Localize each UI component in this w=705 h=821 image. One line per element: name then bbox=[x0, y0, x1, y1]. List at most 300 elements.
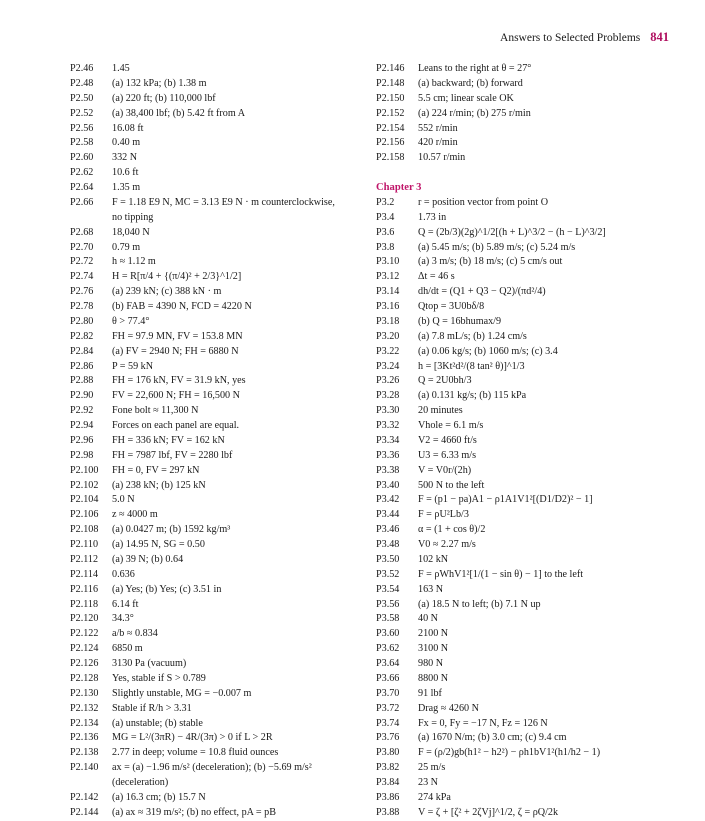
problem-number: P2.106 bbox=[70, 509, 99, 521]
answer-text: dh/dt = (Q1 + Q3 − Q2)/(πd²/4) bbox=[418, 286, 546, 298]
answer-entry bbox=[376, 657, 676, 672]
problem-number: P2.78 bbox=[70, 301, 94, 312]
answer-text: (a) 38,400 lbf; (b) 5.42 ft from A bbox=[112, 107, 246, 119]
answer-text: (a) 132 kPa; (b) 1.38 m bbox=[112, 77, 207, 89]
answer-entry bbox=[376, 806, 676, 821]
problem-number: P2.90 bbox=[70, 390, 94, 402]
answer-text: (a) unstable; (b) stable bbox=[112, 717, 203, 729]
answers-list-chapter-3 bbox=[376, 196, 676, 821]
answer-text: 0.636 bbox=[112, 568, 135, 580]
answer-entry bbox=[376, 627, 676, 642]
answer-text: (a) 5.45 m/s; (b) 5.89 m/s; (c) 5.24 m/s bbox=[418, 241, 576, 253]
problem-number: P3.80 bbox=[376, 747, 400, 759]
answer-text: (a) ax ≈ 319 m/s²; (b) no effect, pA = pB bbox=[112, 806, 276, 818]
answer-entry bbox=[70, 300, 360, 315]
answer-entry bbox=[376, 122, 676, 137]
problem-number: P2.66 bbox=[70, 196, 94, 208]
answer-entry bbox=[376, 464, 676, 479]
answer-text: FV = 22,600 N; FH = 16,500 N bbox=[112, 390, 240, 402]
answer-text: (a) 238 kN; (b) 125 kN bbox=[112, 479, 206, 491]
answer-text: 2100 N bbox=[418, 628, 449, 640]
answer-text: 20 minutes bbox=[418, 405, 463, 417]
problem-number: P2.94 bbox=[70, 420, 94, 431]
problem-number: P2.124 bbox=[70, 643, 99, 655]
answer-text: (a) 0.131 kg/s; (b) 115 kPa bbox=[418, 390, 527, 402]
answer-entry bbox=[376, 672, 676, 687]
answer-entry bbox=[70, 404, 360, 419]
answer-text: (a) 0.06 kg/s; (b) 1060 m/s; (c) 3.4 bbox=[418, 345, 558, 357]
problem-number: P2.140 bbox=[70, 762, 99, 774]
problem-number: P2.148 bbox=[376, 77, 405, 89]
answer-text: Drag ≈ 4260 N bbox=[418, 702, 479, 714]
answer-text: Yes, stable if S > 0.789 bbox=[112, 672, 206, 684]
answer-text: (a) 7.8 mL/s; (b) 1.24 cm/s bbox=[418, 330, 527, 342]
answer-entry bbox=[70, 419, 360, 434]
answer-entry bbox=[70, 702, 360, 717]
answer-text: Leans to the right at θ = 27° bbox=[418, 63, 532, 74]
answer-text: Δt = 46 s bbox=[418, 271, 455, 283]
answer-entry bbox=[70, 92, 360, 107]
answer-entry bbox=[70, 657, 360, 672]
problem-number: P3.72 bbox=[376, 702, 400, 714]
problem-number: P2.50 bbox=[70, 92, 94, 104]
problem-number: P2.72 bbox=[70, 256, 94, 268]
answer-text: 274 kPa bbox=[418, 791, 451, 803]
answer-text: FH = 7987 lbf, FV = 2280 lbf bbox=[112, 449, 233, 461]
problem-number: P2.150 bbox=[376, 92, 405, 104]
answer-entry bbox=[70, 449, 360, 464]
answer-entry bbox=[70, 107, 360, 122]
answer-text: F = (ρ/2)gb(h1² − h2²) − ρh1bV1²(h1/h2 − 1) bbox=[418, 747, 601, 759]
answer-entry bbox=[376, 241, 676, 256]
answer-text: 102 kN bbox=[418, 553, 449, 565]
answer-entry bbox=[376, 642, 676, 657]
answer-text: FH = 176 kN, FV = 31.9 kN, yes bbox=[112, 375, 246, 387]
problem-number: P3.28 bbox=[376, 390, 400, 402]
problem-number: P2.46 bbox=[70, 63, 94, 74]
answer-text: (a) 39 N; (b) 0.64 bbox=[112, 553, 184, 565]
answer-entry bbox=[70, 136, 360, 151]
problem-number: P2.152 bbox=[376, 107, 405, 119]
page-number: 841 bbox=[650, 30, 669, 44]
answer-text: (a) 18.5 N to left; (b) 7.1 N up bbox=[418, 598, 541, 610]
answer-entry bbox=[70, 151, 360, 166]
problem-number: P2.146 bbox=[376, 63, 405, 74]
answer-entry bbox=[70, 642, 360, 657]
problem-number: P3.16 bbox=[376, 301, 400, 313]
problem-number: P2.108 bbox=[70, 524, 99, 536]
problem-number: P2.118 bbox=[70, 598, 99, 610]
problem-number: P3.88 bbox=[376, 806, 400, 818]
problem-number: P3.30 bbox=[376, 405, 400, 417]
answer-entry bbox=[376, 270, 676, 285]
problem-number: P3.58 bbox=[376, 613, 400, 625]
answer-entry bbox=[70, 464, 360, 479]
answer-entry bbox=[70, 493, 360, 508]
answer-entry bbox=[376, 449, 676, 464]
answer-text: (a) Yes; (b) Yes; (c) 3.51 in bbox=[112, 583, 222, 595]
problem-number: P3.26 bbox=[376, 375, 400, 387]
problem-number: P2.60 bbox=[70, 152, 94, 164]
answer-entry bbox=[376, 687, 676, 702]
answer-entry bbox=[70, 598, 360, 613]
problem-number: P2.116 bbox=[70, 583, 99, 595]
problem-number: P2.110 bbox=[70, 539, 99, 550]
running-header bbox=[500, 30, 669, 45]
answer-entry bbox=[376, 389, 676, 404]
problem-number: P2.80 bbox=[70, 315, 94, 327]
problem-number: P3.12 bbox=[376, 271, 400, 283]
answer-entry bbox=[376, 568, 676, 583]
problem-number: P3.66 bbox=[376, 672, 400, 684]
answer-entry bbox=[376, 776, 676, 791]
answer-text: Qtop = 3U0bδ/8 bbox=[418, 301, 485, 313]
problem-number: P3.48 bbox=[376, 539, 400, 551]
answer-text: (a) FV = 2940 N; FH = 6880 N bbox=[112, 345, 239, 357]
answer-text: (a) 220 ft; (b) 110,000 lbf bbox=[112, 92, 216, 104]
answer-text: 34.3° bbox=[112, 613, 134, 625]
answer-entry bbox=[70, 583, 360, 598]
answer-text: FH = 97.9 MN, FV = 153.8 MN bbox=[112, 330, 243, 342]
answer-entry bbox=[376, 791, 676, 806]
answer-entry bbox=[376, 92, 676, 107]
answer-text: 2.77 in deep; volume = 10.8 fluid ounces bbox=[112, 747, 279, 759]
problem-number: P2.82 bbox=[70, 330, 94, 342]
answer-text: h ≈ 1.12 m bbox=[112, 256, 156, 268]
answer-entry bbox=[376, 315, 676, 330]
answer-text: 5.5 cm; linear scale OK bbox=[418, 92, 514, 104]
answer-text: V = V0r/(2h) bbox=[418, 464, 472, 476]
answer-text: H = R[π/4 + {(π/4)² + 2/3}^1/2] bbox=[112, 271, 242, 283]
answer-text: 16.08 ft bbox=[112, 122, 144, 134]
answer-entry bbox=[70, 360, 360, 375]
problem-number: P2.64 bbox=[70, 182, 94, 193]
answer-entry bbox=[376, 255, 676, 270]
problem-number: P3.82 bbox=[376, 762, 400, 774]
answer-entry bbox=[376, 612, 676, 627]
answer-text: 25 m/s bbox=[418, 762, 446, 774]
problem-number: P2.114 bbox=[70, 568, 99, 580]
problem-number: P3.36 bbox=[376, 449, 400, 461]
answer-text: 6.14 ft bbox=[112, 598, 139, 610]
answer-text: 40 N bbox=[418, 613, 438, 625]
answer-entry bbox=[70, 627, 360, 642]
answer-text: (a) 239 kN; (c) 388 kN · m bbox=[112, 286, 222, 298]
problem-number: P3.42 bbox=[376, 494, 400, 506]
answers-list-chapter-2-continued bbox=[376, 62, 676, 166]
problem-number: P3.20 bbox=[376, 330, 400, 342]
answer-text: 552 r/min bbox=[418, 122, 458, 134]
answer-entry bbox=[70, 330, 360, 345]
answer-text: 1.73 in bbox=[418, 211, 447, 223]
problem-number: P2.62 bbox=[70, 167, 94, 179]
answer-text: 420 r/min bbox=[418, 137, 458, 149]
problem-number: P2.88 bbox=[70, 375, 94, 387]
answer-entry bbox=[376, 583, 676, 598]
problem-number: P2.70 bbox=[70, 241, 94, 253]
problem-number: P2.92 bbox=[70, 405, 94, 417]
answer-text: U3 = 6.33 m/s bbox=[418, 449, 477, 461]
problem-number: P3.32 bbox=[376, 420, 400, 432]
answer-text: ax = (a) −1.96 m/s² (deceleration); (b) −5.69 m/s² bbox=[112, 762, 312, 774]
answer-entry bbox=[70, 479, 360, 494]
answer-entry bbox=[70, 791, 360, 806]
answer-entry bbox=[376, 151, 676, 166]
problem-number: P2.156 bbox=[376, 137, 405, 149]
answer-entry bbox=[70, 345, 360, 360]
answer-text: 3130 Pa (vacuum) bbox=[112, 658, 187, 669]
problem-number: P2.104 bbox=[70, 494, 99, 506]
answer-text: F = ρWhV1²[1/(1 − sin θ) − 1] to the left bbox=[418, 568, 584, 580]
answer-entry bbox=[376, 285, 676, 300]
answer-text: 23 N bbox=[418, 777, 438, 789]
answer-text: Slightly unstable, MG = −0.007 m bbox=[112, 687, 252, 699]
problem-number: P3.8 bbox=[376, 241, 395, 253]
answer-text: 980 N bbox=[418, 658, 444, 670]
answer-entry bbox=[376, 702, 676, 717]
problem-number: P3.60 bbox=[376, 628, 400, 640]
answer-text: V = ζ + [ζ² + 2ζVj]^1/2, ζ = ρQ/2k bbox=[418, 806, 559, 818]
answer-entry bbox=[70, 731, 360, 746]
answer-entry bbox=[70, 77, 360, 92]
answer-entry bbox=[376, 479, 676, 494]
problem-number: P2.142 bbox=[70, 791, 99, 803]
answer-entry bbox=[376, 598, 676, 613]
problem-number: P2.128 bbox=[70, 672, 99, 684]
answer-entry bbox=[376, 404, 676, 419]
answer-entry bbox=[70, 717, 360, 732]
answer-entry bbox=[70, 374, 360, 389]
answer-entry bbox=[70, 270, 360, 285]
problem-number: P2.136 bbox=[70, 732, 99, 744]
answer-text: (b) FAB = 4390 N, FCD = 4220 N bbox=[112, 301, 252, 312]
answer-text: V0 ≈ 2.27 m/s bbox=[418, 539, 476, 551]
answer-continuation: no tipping bbox=[112, 211, 154, 223]
answer-text: 0.79 m bbox=[112, 241, 141, 253]
problem-number: P3.4 bbox=[376, 211, 395, 223]
answer-text: (a) backward; (b) forward bbox=[418, 77, 523, 89]
answer-text: Vhole = 6.1 m/s bbox=[418, 420, 484, 432]
running-title: Answers to Selected Problems bbox=[500, 32, 641, 44]
answer-text: F = ρU²Lb/3 bbox=[418, 509, 469, 521]
answer-text: 6850 m bbox=[112, 643, 143, 655]
answer-text: MG = L²/(3πR) − 4R/(3π) > 0 if L > 2R bbox=[112, 732, 273, 744]
problem-number: P2.68 bbox=[70, 226, 94, 238]
answers-column-right bbox=[376, 62, 676, 821]
answer-text: V2 = 4660 ft/s bbox=[418, 434, 477, 446]
answer-entry bbox=[376, 62, 676, 77]
problem-number: P3.56 bbox=[376, 598, 400, 610]
answer-text: Q = 2U0bh/3 bbox=[418, 375, 472, 387]
answer-text: 332 N bbox=[112, 152, 138, 164]
answer-entry bbox=[70, 226, 360, 241]
answer-text: F = (p1 − pa)A1 − ρ1A1V1²[(D1/D2)² − 1] bbox=[418, 494, 593, 506]
answer-entry bbox=[70, 241, 360, 256]
answer-text: FH = 336 kN; FV = 162 kN bbox=[112, 434, 225, 446]
answer-entry bbox=[376, 77, 676, 92]
answer-entry bbox=[376, 419, 676, 434]
problem-number: P2.98 bbox=[70, 449, 94, 461]
answer-text: 1.45 bbox=[112, 63, 130, 74]
answer-text: 163 N bbox=[418, 583, 444, 595]
problem-number: P2.130 bbox=[70, 687, 99, 699]
problem-number: P3.76 bbox=[376, 732, 400, 744]
answer-text: (a) 3 m/s; (b) 18 m/s; (c) 5 cm/s out bbox=[418, 256, 563, 268]
chapter-heading: Chapter 3 bbox=[376, 182, 422, 194]
problem-number: P2.138 bbox=[70, 747, 99, 759]
problem-number: P3.62 bbox=[376, 643, 400, 655]
problem-number: P2.144 bbox=[70, 806, 99, 818]
answer-entry bbox=[376, 107, 676, 122]
answer-text: (a) 224 r/min; (b) 275 r/min bbox=[418, 107, 531, 119]
answer-text: (a) 16.3 cm; (b) 15.7 N bbox=[112, 791, 206, 803]
answer-entry bbox=[376, 345, 676, 360]
answer-text: 500 N to the left bbox=[418, 479, 485, 491]
answer-text: 8800 N bbox=[418, 672, 449, 684]
answer-entry bbox=[376, 434, 676, 449]
problem-number: P3.84 bbox=[376, 777, 400, 789]
answer-entry bbox=[376, 746, 676, 761]
problem-number: P2.48 bbox=[70, 77, 94, 89]
problem-number: P3.64 bbox=[376, 658, 400, 670]
problem-number: P3.74 bbox=[376, 717, 400, 729]
problem-number: P2.122 bbox=[70, 628, 99, 640]
answer-entry bbox=[70, 746, 360, 761]
answer-text: 18,040 N bbox=[112, 226, 150, 238]
answer-continuation: (deceleration) bbox=[112, 777, 169, 788]
answer-entry bbox=[70, 568, 360, 583]
answer-text: 91 lbf bbox=[418, 687, 442, 699]
answer-text: 10.6 ft bbox=[112, 167, 139, 179]
answer-entry bbox=[70, 255, 360, 270]
answer-entry bbox=[70, 62, 360, 77]
problem-number: P3.34 bbox=[376, 434, 400, 446]
answer-text: (b) Q = 16bhumax/9 bbox=[418, 315, 502, 327]
answer-entry bbox=[376, 330, 676, 345]
answers-column-left bbox=[70, 62, 360, 821]
problem-number: P3.52 bbox=[376, 568, 400, 580]
answer-entry bbox=[70, 181, 360, 196]
answer-entry bbox=[70, 122, 360, 137]
answer-entry bbox=[70, 389, 360, 404]
answer-text: 5.0 N bbox=[112, 494, 135, 506]
problem-number: P2.100 bbox=[70, 464, 99, 476]
answer-entry bbox=[376, 523, 676, 538]
problem-number: P3.70 bbox=[376, 687, 400, 699]
answer-entry bbox=[70, 761, 360, 776]
problem-number: P2.126 bbox=[70, 658, 99, 669]
answer-entry bbox=[376, 538, 676, 553]
answer-entry bbox=[70, 806, 360, 821]
answer-text: θ > 77.4° bbox=[112, 315, 150, 327]
answer-text: h = [3Kt²d²/(8 tan² θ)]^1/3 bbox=[418, 360, 525, 372]
answer-entry bbox=[70, 285, 360, 300]
answer-entry bbox=[70, 553, 360, 568]
answer-text: r = position vector from point O bbox=[418, 196, 549, 208]
answer-entry bbox=[376, 731, 676, 746]
answer-entry bbox=[70, 166, 360, 181]
answer-entry bbox=[376, 717, 676, 732]
answer-entry bbox=[376, 761, 676, 776]
problem-number: P2.154 bbox=[376, 122, 405, 134]
answer-entry bbox=[376, 508, 676, 523]
problem-number: P3.18 bbox=[376, 315, 400, 327]
problem-number: P3.46 bbox=[376, 524, 400, 536]
answer-text: Stable if R/h > 3.31 bbox=[112, 702, 192, 714]
answer-text: 10.57 r/min bbox=[418, 152, 466, 164]
answer-entry bbox=[376, 226, 676, 241]
answer-entry bbox=[70, 508, 360, 523]
answer-text: Q = (2b/3)(2g)^1/2[(h + L)^3/2 − (h − L)^3/2] bbox=[418, 226, 606, 238]
problem-number: P2.52 bbox=[70, 107, 94, 119]
problem-number: P2.158 bbox=[376, 152, 405, 164]
problem-number: P3.22 bbox=[376, 345, 400, 357]
problem-number: P3.14 bbox=[376, 286, 400, 298]
answer-entry bbox=[376, 360, 676, 375]
problem-number: P2.56 bbox=[70, 122, 94, 134]
answer-entry bbox=[376, 300, 676, 315]
answer-text: a/b ≈ 0.834 bbox=[112, 628, 158, 640]
answer-entry bbox=[70, 196, 360, 211]
problem-number: P2.132 bbox=[70, 702, 99, 714]
answer-text: α = (1 + cos θ)/2 bbox=[418, 524, 486, 536]
problem-number: P3.86 bbox=[376, 791, 400, 803]
problem-number: P2.74 bbox=[70, 271, 94, 283]
answer-entry bbox=[376, 196, 676, 211]
answer-entry bbox=[376, 211, 676, 226]
problem-number: P2.96 bbox=[70, 434, 94, 446]
answer-entry bbox=[70, 612, 360, 627]
problem-number: P2.84 bbox=[70, 345, 94, 357]
problem-number: P3.40 bbox=[376, 479, 400, 491]
problem-number: P3.44 bbox=[376, 509, 400, 521]
problem-number: P2.76 bbox=[70, 286, 94, 298]
answer-text: z ≈ 4000 m bbox=[112, 509, 158, 521]
problem-number: P2.120 bbox=[70, 613, 99, 625]
answer-text: 0.40 m bbox=[112, 137, 141, 149]
problem-number: P2.86 bbox=[70, 360, 94, 372]
problem-number: P3.50 bbox=[376, 553, 400, 565]
answer-text: F = 1.18 E9 N, MC = 3.13 E9 N · m counterclockwise, bbox=[112, 196, 335, 208]
answer-text: Forces on each panel are equal. bbox=[112, 420, 240, 431]
problem-number: P3.54 bbox=[376, 583, 400, 595]
answer-text: P = 59 kN bbox=[112, 360, 154, 372]
problem-number: P3.6 bbox=[376, 226, 395, 238]
problem-number: P2.102 bbox=[70, 479, 99, 491]
problem-number: P2.58 bbox=[70, 137, 94, 149]
answer-entry bbox=[70, 434, 360, 449]
answer-text: FH = 0, FV = 297 kN bbox=[112, 464, 200, 476]
problem-number: P2.134 bbox=[70, 717, 99, 729]
answer-entry bbox=[376, 374, 676, 389]
answer-entry bbox=[70, 315, 360, 330]
answer-entry bbox=[376, 493, 676, 508]
answer-entry bbox=[70, 672, 360, 687]
answer-entry bbox=[376, 553, 676, 568]
answer-text: Fone bolt ≈ 11,300 N bbox=[112, 405, 199, 417]
answer-entry bbox=[70, 687, 360, 702]
problem-number: P3.2 bbox=[376, 196, 395, 208]
problem-number: P2.112 bbox=[70, 553, 99, 565]
answer-entry bbox=[70, 523, 360, 538]
answer-text: (a) 14.95 N, SG = 0.50 bbox=[112, 539, 205, 550]
answer-text: (a) 1670 N/m; (b) 3.0 cm; (c) 9.4 cm bbox=[418, 732, 567, 744]
problem-number: P3.24 bbox=[376, 360, 400, 372]
answer-entry bbox=[376, 136, 676, 151]
problem-number: P3.10 bbox=[376, 256, 400, 268]
answer-entry bbox=[70, 538, 360, 553]
answer-text: 3100 N bbox=[418, 643, 449, 655]
